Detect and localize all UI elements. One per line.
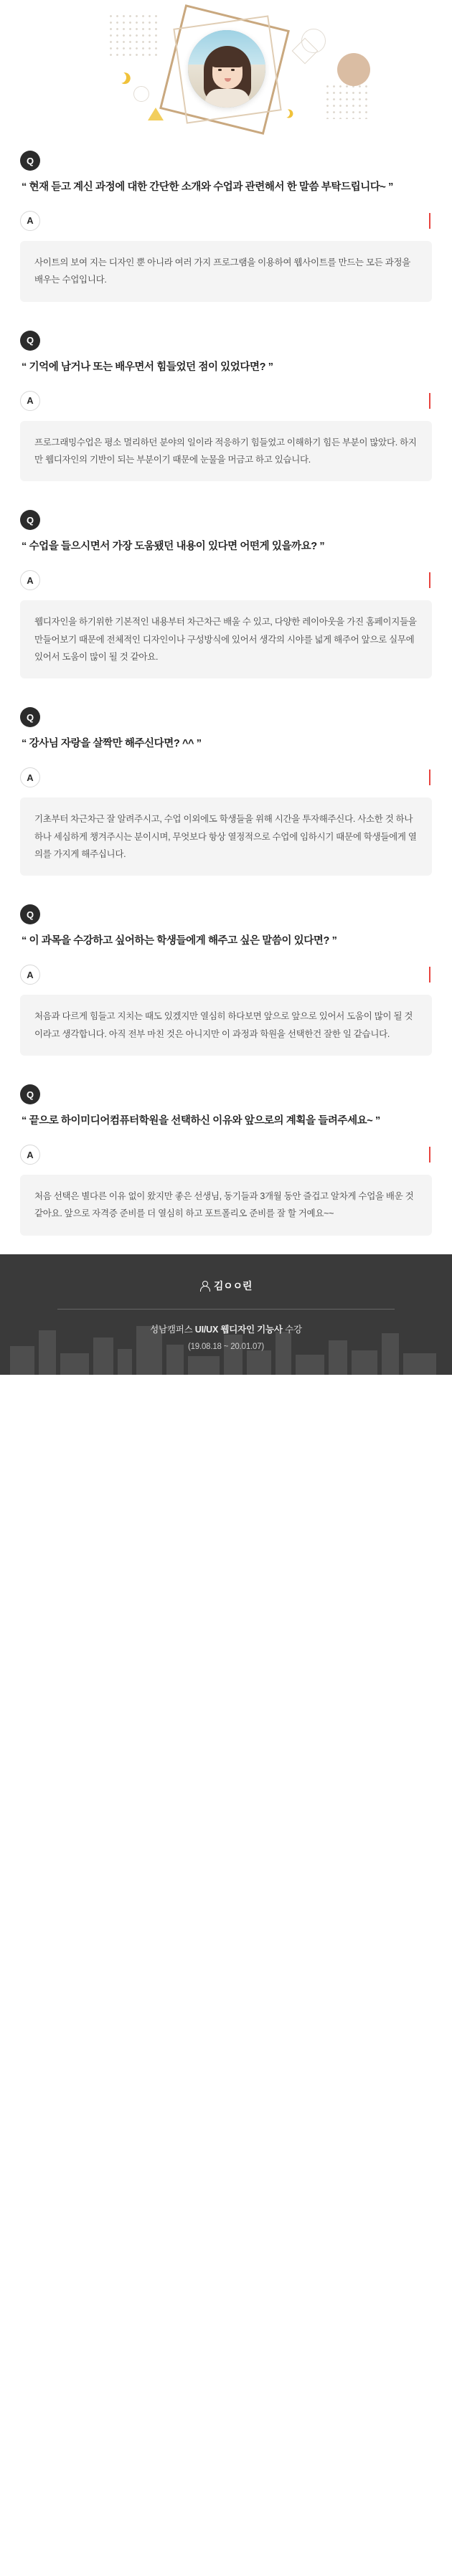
- answer-text: 처음 선택은 별다른 이유 없이 왔지만 좋은 선생님, 동기들과 3개월 동안 즐겁고 알차게 수업을 배운 것 같아요. 앞으로 자격증 준비를 더 열심히 하고 포트폴리오 준비를 잘 할 거예요~~: [20, 1175, 432, 1236]
- answer-text: 사이트의 보여 지는 디자인 뿐 아니라 여러 가지 프로그램을 이용하여 웹사이트를 만드는 모든 과정을 배우는 수업입니다.: [20, 241, 432, 302]
- course-period: (19.08.18 ~ 20.01.07): [187, 1342, 265, 1351]
- qa-block: [0, 331, 452, 482]
- qa-block: [0, 151, 452, 302]
- question-text: “ 현재 듣고 계신 과정에 대한 간단한 소개와 수업과 관련해서 한 말씀 부탁드립니다~ ”: [22, 181, 393, 193]
- hero-banner: [0, 0, 452, 151]
- answer-badge: A: [20, 570, 40, 590]
- answer-badge-row: [20, 570, 432, 590]
- yellow-moon-icon: [113, 70, 128, 85]
- answer-text: 프로그래밍수업은 평소 멀리하던 분야의 일이라 적응하기 힘들었고 이해하기 힘든 부분이 많았다. 하지만 웹디자인의 기반이 되는 부분이기 때문에 눈물을 머금고 하고 있습니다.: [20, 421, 432, 482]
- question-badge-row: [20, 331, 432, 351]
- accent-line: [429, 213, 430, 229]
- accent-line: [429, 967, 430, 982]
- answer-badge: A: [20, 1145, 40, 1165]
- dot-grid-decor: [324, 83, 367, 119]
- question-badge: Q: [20, 1084, 40, 1104]
- yellow-triangle-decor: [148, 108, 164, 120]
- accent-line: [429, 1147, 430, 1162]
- answer-badge-row: [20, 391, 432, 411]
- question-text: “ 이 과목을 수강하고 싶어하는 학생들에게 해주고 싶은 말씀이 있다면? ”: [22, 935, 337, 947]
- answer-badge: A: [20, 965, 40, 985]
- question-badge: Q: [20, 151, 40, 171]
- qa-block: [0, 707, 452, 876]
- student-name: 김ㅇㅇ린: [213, 1279, 253, 1292]
- question-badge: Q: [20, 510, 40, 530]
- question-text: “ 끝으로 하이미디어컴퓨터학원을 선택하신 이유와 앞으로의 계획을 들려주세요~ ”: [22, 1115, 380, 1127]
- course-suffix: 수강: [285, 1324, 302, 1335]
- question-badge-row: [20, 904, 432, 924]
- footer-banner: [0, 1254, 452, 1375]
- person-icon: [200, 1281, 209, 1291]
- dot-grid-decor: [108, 13, 158, 56]
- question-text: “ 강사님 자랑을 살짝만 해주신다면? ^^ ”: [22, 738, 202, 750]
- answer-badge: A: [20, 391, 40, 411]
- campus-label: 성남캠퍼스: [150, 1324, 193, 1335]
- beige-circle-decor: [337, 53, 370, 86]
- answer-badge: A: [20, 211, 40, 231]
- accent-line: [429, 770, 430, 785]
- accent-line: [429, 393, 430, 409]
- student-photo: [188, 30, 265, 108]
- qa-block: [0, 904, 452, 1056]
- outline-circle-decor: [133, 86, 149, 102]
- question-badge: Q: [20, 707, 40, 727]
- accent-line: [429, 572, 430, 588]
- question-text: “ 수업을 들으시면서 가장 도움됐던 내용이 있다면 어떤게 있을까요? ”: [22, 541, 325, 553]
- question-badge: Q: [20, 904, 40, 924]
- answer-text: 기초부터 차근차근 잘 알려주시고, 수업 이외에도 학생들을 위해 시간을 투자해주신다. 사소한 것 하나하나 세심하게 챙겨주시는 분이시며, 무엇보다 항상 열정적으로 수업에 임하시기 때문에 학생들에게 열의를 가지게 해주십니다.: [20, 797, 432, 876]
- question-badge-row: [20, 1084, 432, 1104]
- qa-block: [0, 1084, 452, 1236]
- question-badge: Q: [20, 331, 40, 351]
- answer-badge-row: [20, 211, 432, 231]
- answer-badge-row: [20, 1145, 432, 1165]
- answer-badge-row: [20, 767, 432, 787]
- answer-text: 웹디자인을 하기위한 기본적인 내용부터 차근차근 배울 수 있고, 다양한 레이아웃을 가진 홈페이지들을 만들어보기 때문에 전체적인 디자인이나 구성방식에 있어서 생각의 시야를 넓게 해주어 앞으로 실무에 있어서 도움이 많이 될 것 같아요.: [20, 600, 432, 678]
- question-badge-row: [20, 510, 432, 530]
- answer-badge: A: [20, 767, 40, 787]
- question-text: “ 기억에 남거나 또는 배우면서 힘들었던 점이 있었다면? ”: [22, 361, 273, 373]
- course-info: [0, 1322, 452, 1335]
- question-badge-row: [20, 151, 432, 171]
- answer-text: 처음과 다르게 힘들고 지치는 때도 있겠지만 열심히 하다보면 앞으로 앞으로 있어서 도움이 많이 될 것이라고 생각합니다. 아직 전부 마친 것은 아니지만 이 과정과 학원을 선택한건 잘한 일 같습니다.: [20, 995, 432, 1056]
- qa-block: [0, 510, 452, 678]
- question-badge-row: [20, 707, 432, 727]
- answer-badge-row: [20, 965, 432, 985]
- footer-divider: [57, 1309, 395, 1310]
- student-name-row: [200, 1279, 252, 1293]
- course-name: UI/UX 웹디자인 기능사: [194, 1324, 283, 1335]
